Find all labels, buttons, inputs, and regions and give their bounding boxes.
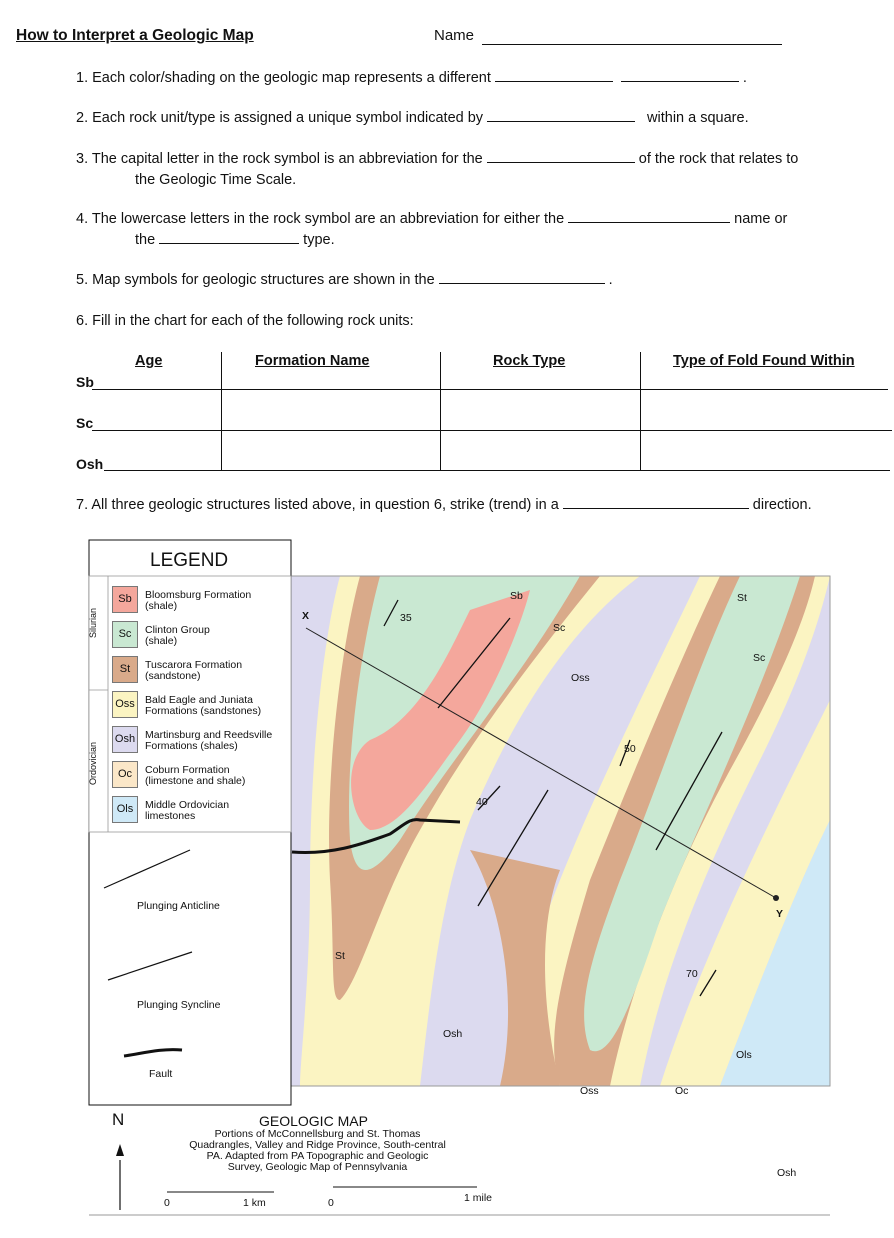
- scale-km-zero: 0: [164, 1197, 170, 1209]
- legend-text-oss: Bald Eagle and Juniata Formations (sandstones): [145, 694, 262, 717]
- scale-km-label: 1 km: [243, 1197, 266, 1209]
- legend-symbol-sb: Sb: [112, 586, 138, 613]
- question-7: 7. All three geologic structures listed above, in question 6, strike (trend) in a direction.: [76, 497, 812, 513]
- legend-syncline-label: Plunging Syncline: [137, 999, 221, 1011]
- legend-text-sb: Bloomsburg Formation (shale): [145, 589, 252, 612]
- scale-mi-label: 1 mile: [464, 1192, 493, 1204]
- chart-row-osh: Osh: [76, 456, 104, 472]
- map-label-st: St: [335, 950, 345, 962]
- question-5: 5. Map symbols for geologic structures are shown in the .: [76, 272, 613, 288]
- map-label-osh: Osh: [443, 1028, 463, 1040]
- map-label-x: X: [302, 610, 310, 622]
- chart-row-sc: Sc: [76, 415, 94, 431]
- north-arrow-head: [116, 1144, 124, 1156]
- period-silurian: Silurian: [88, 607, 98, 638]
- question-3: 3. The capital letter in the rock symbol is an abbreviation for the of the rock that relates to: [76, 151, 799, 167]
- legend-symbol-ols: Ols: [112, 796, 138, 823]
- dip-value: 50: [624, 743, 636, 755]
- legend-text-st: Tuscarora Formation (sandstone): [145, 659, 243, 682]
- map-caption-title: GEOLOGIC MAP: [259, 1113, 368, 1129]
- legend-text-oc: Coburn Formation (limestone and shale): [145, 764, 246, 787]
- question-1: 1. Each color/shading on the geologic map represents a different .: [76, 70, 747, 86]
- map-label-oc: Oc: [675, 1085, 689, 1097]
- legend-symbol-sc: Sc: [112, 621, 138, 648]
- map-label-sc: Sc: [553, 622, 566, 634]
- period-ordovician: Ordovician: [88, 741, 98, 785]
- dip-value: 35: [400, 612, 412, 624]
- question-4-cont: the type.: [135, 232, 335, 248]
- map-label-sc: Sc: [753, 652, 766, 664]
- legend-symbol-oc: Oc: [112, 761, 138, 788]
- chart-header-rock-type: Rock Type: [493, 353, 566, 369]
- map-label-y: Y: [776, 908, 784, 920]
- name-label: Name: [434, 27, 475, 44]
- map-label-sb: Sb: [510, 590, 523, 602]
- chart-header-fold: Type of Fold Found Within: [673, 353, 855, 369]
- map-caption: Portions of McConnellsburg and St. Thomas Quadrangles, Valley and Ridge Province, South-central PA. Adapted from PA Topographic and Geologic Survey, Geologic Map of Pennsylvania: [189, 1128, 446, 1173]
- north-label: N: [112, 1110, 125, 1129]
- question-4: 4. The lowercase letters in the rock symbol are an abbreviation for either the name or: [76, 211, 788, 227]
- legend-text-sc: Clinton Group (shale): [145, 624, 210, 647]
- legend-symbol-osh: Osh: [112, 726, 138, 753]
- question-2: 2. Each rock unit/type is assigned a unique symbol indicated by within a square.: [76, 110, 749, 126]
- map-label-oss: Oss: [571, 672, 590, 684]
- map-label-ols: Ols: [736, 1049, 752, 1061]
- scale-mi-zero: 0: [328, 1197, 334, 1209]
- legend-title: LEGEND: [150, 550, 229, 571]
- legend-fault-label: Fault: [149, 1068, 173, 1080]
- map-label-osh: Osh: [777, 1167, 797, 1179]
- chart-header-formation: Formation Name: [255, 353, 370, 369]
- chart-header-age: Age: [135, 353, 163, 369]
- dip-value: 70: [686, 968, 698, 980]
- map-label-oss: Oss: [580, 1085, 599, 1097]
- question-6: 6. Fill in the chart for each of the following rock units:: [76, 313, 414, 329]
- map-label-st: St: [737, 592, 747, 604]
- question-3-cont: the Geologic Time Scale.: [135, 172, 297, 188]
- dip-value: 40: [476, 796, 488, 808]
- legend-symbol-oss: Oss: [112, 691, 138, 718]
- legend-text-ols: Middle Ordovician limestones: [145, 799, 230, 822]
- cross-section-endpoint: [773, 895, 779, 901]
- legend-text-osh: Martinsburg and Reedsville Formations (shales): [145, 729, 273, 752]
- chart-row-sb: Sb: [76, 374, 94, 390]
- legend-symbol-st: St: [112, 656, 138, 683]
- page-title: How to Interpret a Geologic Map: [16, 27, 254, 44]
- legend-anticline-label: Plunging Anticline: [137, 900, 220, 912]
